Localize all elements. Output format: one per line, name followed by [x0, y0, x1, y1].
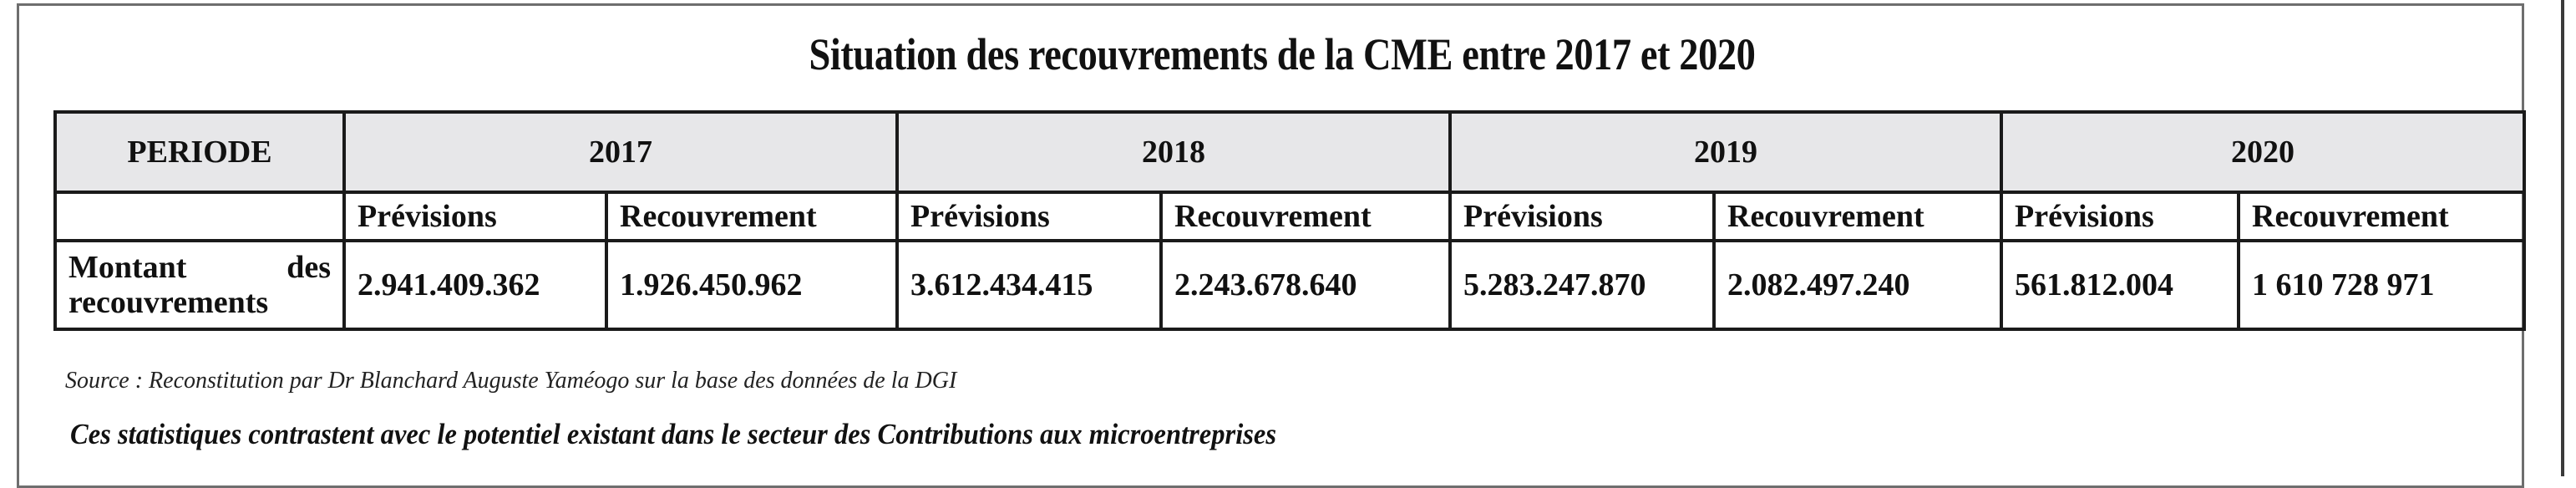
table-row [55, 241, 2524, 329]
cell-recouvrement-2019: 2.082.497.240 [1714, 241, 2001, 329]
sub-header-recouvrement: Recouvrement [1161, 192, 1450, 241]
source-note: Source : Reconstitution par Dr Blanchard Auguste Yaméogo sur la base des données de la DGI [65, 368, 957, 394]
sub-header-previsions: Prévisions [897, 192, 1161, 241]
empty-corner-cell [55, 192, 344, 241]
recovery-table [53, 110, 2526, 331]
sub-header-recouvrement: Recouvrement [606, 192, 897, 241]
year-header-2017: 2017 [344, 112, 897, 192]
row-label-line2: recouvrements [68, 285, 269, 320]
sub-header-previsions: Prévisions [2001, 192, 2239, 241]
cell-previsions-2017: 2.941.409.362 [344, 241, 606, 329]
page-divider [2561, 0, 2564, 476]
cell-previsions-2019: 5.283.247.870 [1450, 241, 1714, 329]
row-label-line1 [68, 250, 331, 285]
row-label-word: des [287, 250, 331, 285]
row-label-montant [55, 241, 344, 329]
caption-text: Ces statistiques contrastent avec le potentiel existant dans le secteur des Contributions aux microentreprises [70, 418, 1277, 450]
year-header-row [55, 112, 2524, 192]
sub-header-recouvrement: Recouvrement [2239, 192, 2524, 241]
sub-header-row [55, 192, 2524, 241]
year-header-2020: 2020 [2001, 112, 2524, 192]
cell-previsions-2020: 561.812.004 [2001, 241, 2239, 329]
cell-recouvrement-2018: 2.243.678.640 [1161, 241, 1450, 329]
year-header-2018: 2018 [897, 112, 1450, 192]
row-label-word: Montant [68, 250, 187, 285]
cell-recouvrement-2020: 1 610 728 971 [2239, 241, 2524, 329]
cell-recouvrement-2017: 1.926.450.962 [606, 241, 897, 329]
cell-previsions-2018: 3.612.434.415 [897, 241, 1161, 329]
year-header-2019: 2019 [1450, 112, 2001, 192]
table-title: Situation des recouvrements de la CME entre 2017 et 2020 [809, 29, 1756, 79]
sub-header-recouvrement: Recouvrement [1714, 192, 2001, 241]
sub-header-previsions: Prévisions [344, 192, 606, 241]
sub-header-previsions: Prévisions [1450, 192, 1714, 241]
periode-header: PERIODE [55, 112, 344, 192]
